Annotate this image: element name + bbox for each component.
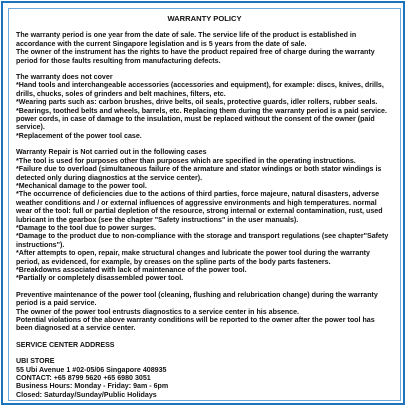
repair-item: *Damage to the tool due to power surges.	[16, 223, 156, 232]
maintenance-section	[16, 291, 393, 333]
not-covered-item: *Wearing parts such as: carbon brushes, drive belts, oil seals, protective guards, idler rollers, rubber seals.	[16, 98, 378, 107]
intro-section	[16, 31, 393, 65]
repair-heading: Warranty Repair is Not carried out in the following cases	[16, 148, 207, 157]
not-covered-section	[16, 73, 393, 140]
store-contact: CONTACT: +65 8799 5620 +65 6980 3051	[16, 374, 151, 383]
not-covered-heading: The warranty does not cover	[16, 73, 113, 82]
store-address: 55 Ubi Avenue 1 #02-05/06 Singapore 408935	[16, 365, 167, 374]
intro-line: The owner of the instrument has the rights to have the product repaired free of charge during the warranty period for those faults resulting from manufacturing defects.	[16, 48, 375, 65]
policy-card	[8, 8, 401, 401]
repair-item: *Failure due to overload (simultaneous failure of the armature and stator windings or both stator windings is detected only during diagnostics at the service center).	[16, 165, 382, 182]
repair-item: *Breakdowns associated with lack of maintenance of the power tool.	[16, 265, 247, 274]
not-covered-item: *Replacement of the power tool case.	[16, 131, 142, 140]
maintenance-line: Potential violations of the above warranty conditions will be reported to the owner after the power tool has been diagnosed at a service center.	[16, 316, 375, 333]
not-covered-item: *Hand tools and interchangeable accessories (accessories and equipment), for example: discs, knives, drills, drills, chucks, soles of grinders and belt machines, filters, etc.	[16, 81, 384, 98]
repair-not-carried-section	[16, 148, 393, 283]
closed-days: Closed: Saturday/Sunday/Public Holidays	[16, 390, 157, 399]
maintenance-line: Preventive maintenance of the power tool (cleaning, flushing and relubrication change) during the warranty period is a paid service.	[16, 290, 378, 308]
page-title: WARRANTY POLICY	[167, 14, 242, 23]
address-heading: SERVICE CENTER ADDRESS	[16, 340, 115, 349]
not-covered-item: *Bearings, toothed belts and wheels, barrels, etc. Replacing them during the warranty period is a paid service. power cords, in case of damage to the insulation, must be replaced without the consent of the owner (paid service).	[16, 106, 387, 132]
outer-border	[1, 1, 405, 405]
repair-item: *The tool is used for purposes other than purposes which are specified in the operating instructions.	[16, 156, 356, 165]
address-block	[16, 357, 393, 399]
repair-item: *Partially or completely disassembled power tool.	[16, 274, 184, 283]
maintenance-line: The owner of the power tool entrusts diagnostics to a service center in his absence.	[16, 307, 300, 316]
intro-line: The warranty period is one year from the date of sale. The service life of the product is established in accordance with the current Singapore legislation and is 5 years from the date of sale.	[16, 31, 357, 48]
repair-item: *The occurrence of deficiencies due to the actions of third parties, force majeure, natural disasters, adverse weather conditions and / or external influences of aggressive environments and high temperatures. normal wear of the tool: full or partial depletion of the resource, strong internal or external contamination, rust, used lubricant in the gearbox (see the chapter "Safety instructions" in the user manuals).	[16, 190, 383, 224]
store-name: UBI STORE	[16, 357, 55, 366]
repair-item: *After attempts to open, repair, make structural changes and lubricate the power tool during the warranty period, as evidenced, for example, by creases on the spline parts of the body parts fasteners.	[16, 249, 370, 266]
repair-item: *Damage to the product due to non-compliance with the storage and transport regulations (see chapter"Safety instructions").	[16, 232, 389, 249]
business-hours: Business Hours: Monday - Friday: 9am - 6pm	[16, 382, 169, 391]
repair-item: *Mechanical damage to the power tool.	[16, 181, 147, 190]
